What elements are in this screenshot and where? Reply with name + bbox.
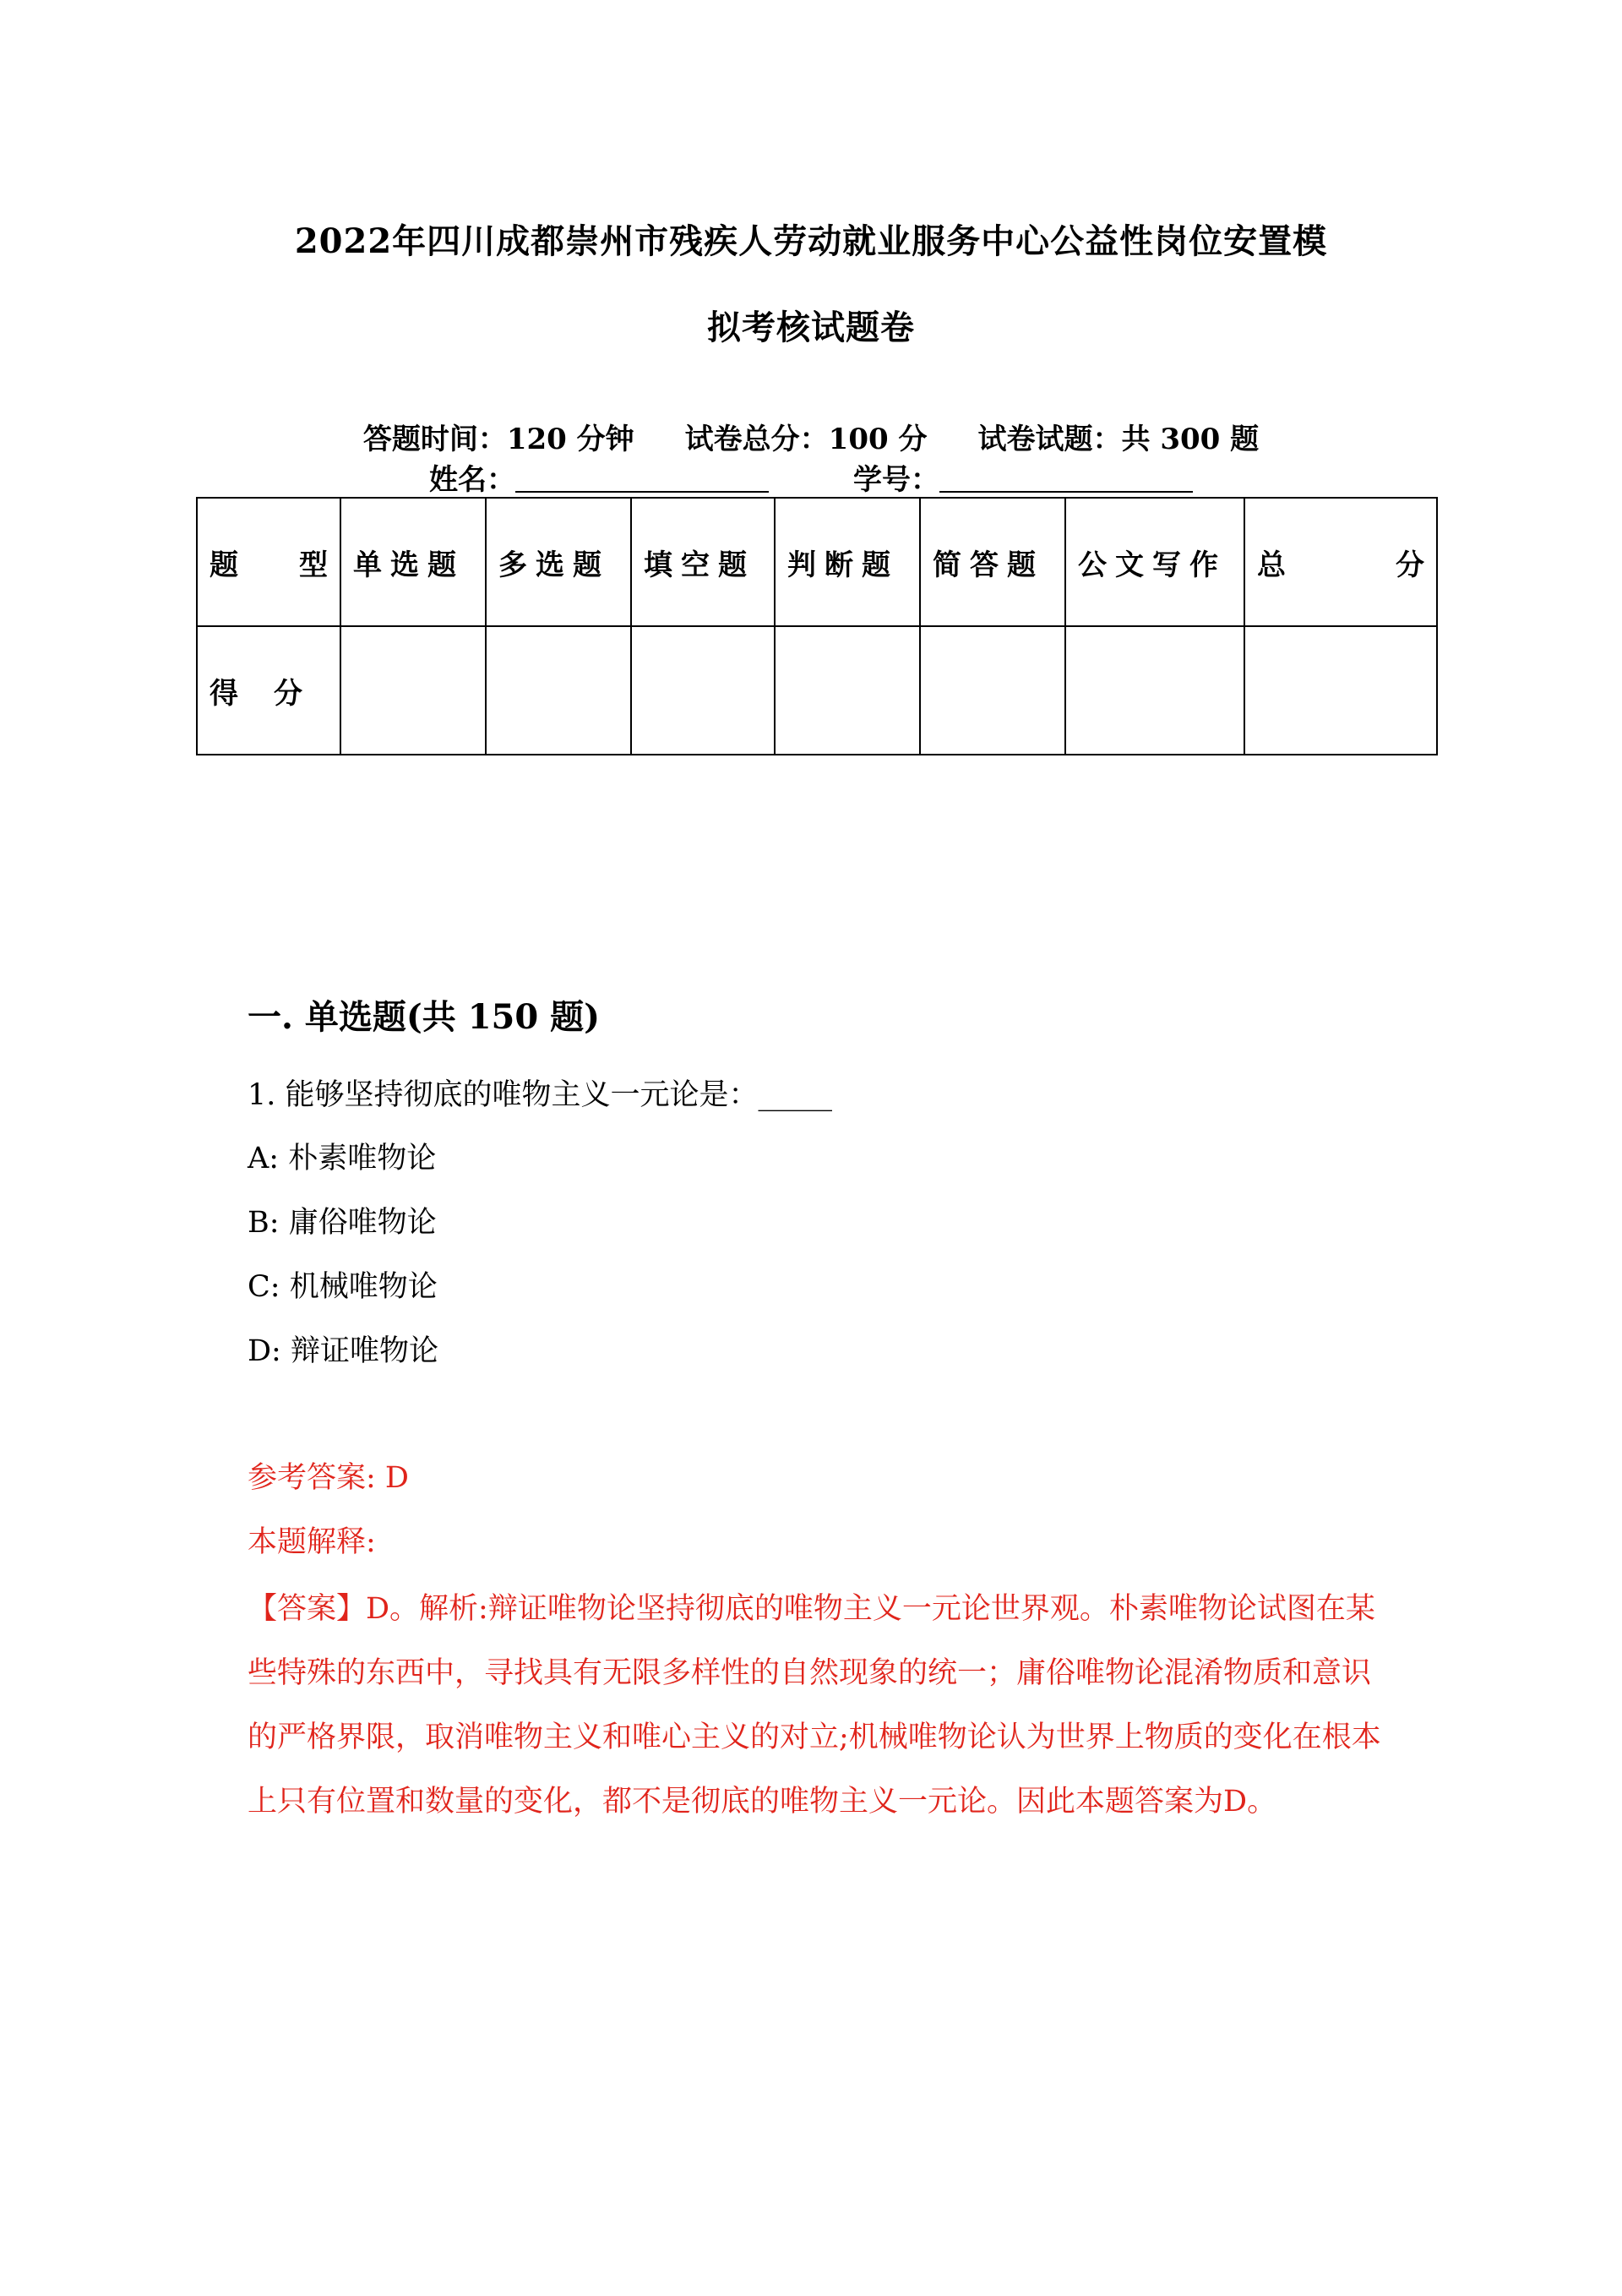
exam-meta-info <box>196 416 1426 457</box>
exam-question-count: 试卷试题：共 300 题 <box>977 423 1260 456</box>
exam-title-line1: 2022年四川成都崇州市残疾人劳动就业服务中心公益性岗位安置模 <box>294 221 1328 261</box>
exam-candidate-info <box>196 456 1426 498</box>
score-table-score-row <box>197 626 1437 755</box>
section-title: 一. 单选题(共 150 题) <box>248 997 601 1037</box>
name-blank[interactable] <box>515 466 769 493</box>
score-cell-short-answer[interactable] <box>920 626 1065 755</box>
question-stem: 1. 能够坚持彻底的唯物主义一元论是：_____ <box>248 1078 833 1112</box>
name-label: 姓名： <box>429 463 515 497</box>
option-b: B: 庸俗唯物论 <box>248 1206 437 1240</box>
student-id-blank[interactable] <box>939 466 1193 493</box>
student-id-label: 学号： <box>853 463 939 497</box>
score-cell-multiple-choice[interactable] <box>486 626 631 755</box>
score-label-cell: 得 分 <box>197 626 340 755</box>
header-short-answer: 简答题 <box>920 498 1065 626</box>
score-table-header-row <box>197 498 1437 626</box>
header-multiple-choice: 多选题 <box>486 498 631 626</box>
score-cell-total[interactable] <box>1244 626 1437 755</box>
score-cell-document-writing[interactable] <box>1065 626 1244 755</box>
explanation-label: 本题解释: <box>248 1525 376 1559</box>
option-a: A: 朴素唯物论 <box>248 1142 437 1175</box>
option-c: C: 机械唯物论 <box>248 1270 438 1304</box>
header-single-choice: 单选题 <box>340 498 486 626</box>
reference-answer: 参考答案: D <box>248 1461 409 1495</box>
exam-title-line2: 拟考核试题卷 <box>707 308 915 347</box>
header-document-writing: 公文写作 <box>1065 498 1244 626</box>
header-type-cell: 题 型 <box>197 498 340 626</box>
header-fill-blank: 填空题 <box>631 498 775 626</box>
header-true-false: 判断题 <box>775 498 920 626</box>
exam-total-score: 试卷总分：100 分 <box>684 423 928 456</box>
option-d: D: 辩证唯物论 <box>248 1334 438 1368</box>
score-table <box>196 497 1438 755</box>
header-total-cell: 总 分 <box>1244 498 1437 626</box>
score-cell-true-false[interactable] <box>775 626 920 755</box>
score-cell-single-choice[interactable] <box>340 626 486 755</box>
score-cell-fill-blank[interactable] <box>631 626 775 755</box>
explanation-text: 【答案】D。解析:辩证唯物论坚持彻底的唯物主义一元论世界观。朴素唯物论试图在某些特殊的东西中，寻找具有无限多样性的自然现象的统一；庸俗唯物论混淆物质和意识的严格界限，取消唯物主义和唯心主义的对立;机械唯物论认为世界上物质的变化在根本上只有位置和数量的变化，都不是彻底的唯物主义一元论。因此本题答案为D。 <box>248 1592 1381 1819</box>
exam-time: 答题时间：120 分钟 <box>362 423 634 456</box>
